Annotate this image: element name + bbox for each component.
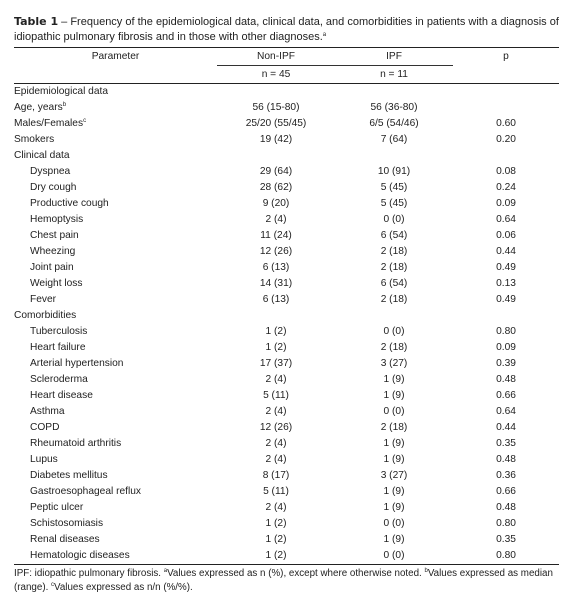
row-label: Dry cough [30,182,77,193]
table-row [14,116,559,132]
header-p: p [503,50,509,62]
row-label: Males/Females [14,118,84,129]
row-label: Fever [30,294,57,305]
table-row [14,532,559,548]
cell-non-ipf: 1 (2) [265,342,287,353]
table-row [14,276,559,292]
footnote-mark-a: a [163,568,168,574]
row-label: COPD [30,422,60,433]
cell-non-ipf: 56 (15-80) [252,102,300,113]
row-label-cell [14,340,217,356]
footnote-part3: Values expressed as median (range). [14,568,553,593]
row-label-cell [14,132,217,148]
row-footnote-mark: b [62,102,67,108]
table-footnote [14,567,562,595]
cell-ipf: 5 (45) [380,182,408,193]
row-label-cell [14,388,217,404]
row-label-cell [14,500,217,516]
cell-ipf: 1 (9) [383,374,405,385]
table-row [14,404,559,420]
header-non-ipf: Non-IPF [257,50,295,62]
cell-ipf: 1 (9) [383,502,405,513]
cell-ipf: 10 (91) [377,166,411,177]
row-label-cell [14,196,217,212]
row-label: Heart disease [30,390,93,401]
row-label: Asthma [30,406,65,417]
cell-p-value: 0.49 [496,262,516,273]
row-label: Peptic ulcer [30,502,84,513]
table-row [14,132,559,148]
cell-p-value: 0.36 [496,470,516,481]
cell-ipf: 3 (27) [380,358,408,369]
cell-ipf: 1 (9) [383,534,405,545]
cell-non-ipf: 25/20 (55/45) [245,118,307,129]
cell-p-value: 0.48 [496,454,516,465]
header-row [14,48,559,66]
cell-non-ipf: 12 (26) [259,422,293,433]
header-parameter: Parameter [91,50,140,62]
row-label-cell [14,180,217,196]
row-label: Rheumatoid arthritis [30,438,122,449]
data-table [14,48,559,565]
cell-non-ipf: 17 (37) [259,358,293,369]
cell-non-ipf: 6 (13) [262,262,290,273]
cell-ipf: 1 (9) [383,438,405,449]
cell-non-ipf: 2 (4) [265,438,287,449]
caption-text: – Frequency of the epidemiological data, clinical data, and comorbidities in patients with a diagnosis of idiopathic pulmonary fibrosis and in those with other diagnoses. [14,16,559,43]
cell-ipf: 0 (0) [383,214,405,225]
cell-p-value: 0.80 [496,326,516,337]
table-row [14,468,559,484]
row-label: Chest pain [30,230,79,241]
table-row [14,324,559,340]
header-n-non-ipf: n = 45 [217,66,335,84]
cell-p-value: 0.13 [496,278,516,289]
table-row [14,244,559,260]
cell-p-value: 0.35 [496,438,516,449]
row-footnote-mark: c [83,118,87,124]
cell-ipf: 3 (27) [380,470,408,481]
table-label: Table 1 [14,15,59,28]
row-label: Joint pain [30,262,74,273]
cell-non-ipf: 9 (20) [262,198,290,209]
cell-non-ipf: 11 (24) [260,230,292,241]
table-row [14,516,559,532]
footnote-part2: Values expressed as n (%), except where otherwise noted. [167,568,425,579]
cell-non-ipf: 2 (4) [265,406,287,417]
section-row [14,308,559,324]
cell-ipf: 56 (36-80) [370,102,418,113]
cell-p-value: 0.66 [496,390,516,401]
cell-non-ipf: 1 (2) [217,548,335,565]
row-label: Age, years [14,102,63,113]
row-label: Wheezing [30,246,76,257]
footnote-mark-c: c [51,582,55,588]
cell-ipf: 6/5 (54/46) [369,118,419,129]
header-n-row [14,66,559,84]
row-label: Arterial hypertension [30,358,124,369]
row-label: Dyspnea [30,166,71,177]
cell-p-value: 0.09 [496,342,516,353]
cell-non-ipf: 19 (42) [259,134,293,145]
table-row [14,372,559,388]
cell-p-value: 0.39 [496,358,516,369]
cell-p-value: 0.09 [496,198,516,209]
section-title: Comorbidities [14,310,77,321]
row-label-cell [14,292,217,308]
row-label-cell [14,532,217,548]
cell-non-ipf: 29 (64) [259,166,293,177]
footnote-part4: Values expressed as n/n (%/%). [54,582,193,593]
cell-non-ipf: 2 (4) [265,374,287,385]
row-label: Productive cough [30,198,109,209]
row-label-cell [14,420,217,436]
table-row [14,388,559,404]
cell-p-value: 0.48 [496,374,516,385]
cell-non-ipf: 1 (2) [265,534,287,545]
cell-p-value: 0.08 [496,166,516,177]
header-ipf: IPF [386,50,402,62]
row-label: Smokers [14,134,55,145]
row-label-cell [14,436,217,452]
row-label: Weight loss [30,278,83,289]
cell-non-ipf: 1 (2) [265,518,287,529]
table-row [14,196,559,212]
table-row [14,212,559,228]
table-row [14,436,559,452]
row-label: Heart failure [30,342,86,353]
table-row [14,292,559,308]
row-label-cell [14,260,217,276]
cell-non-ipf: 2 (4) [265,214,287,225]
caption-footnote-mark: a [322,32,327,38]
row-label-cell [14,404,217,420]
row-label-cell [14,548,217,565]
cell-p-value: 0.35 [496,534,516,545]
cell-non-ipf: 28 (62) [259,182,293,193]
section-title: Clinical data [14,150,70,161]
cell-p-value: 0.06 [496,230,516,241]
cell-ipf: 2 (18) [380,294,408,305]
cell-non-ipf: 5 (11) [263,486,289,497]
cell-ipf: 6 (54) [380,278,408,289]
cell-p-value: 0.49 [496,294,516,305]
cell-ipf: 5 (45) [380,198,408,209]
table-row [14,420,559,436]
cell-ipf: 2 (18) [380,422,408,433]
row-label-cell [14,452,217,468]
cell-ipf: 1 (9) [383,454,405,465]
row-label-cell [14,164,217,180]
row-label: Lupus [30,454,58,465]
table-row [14,180,559,196]
cell-ipf: 1 (9) [383,390,405,401]
cell-non-ipf: 8 (17) [262,470,290,481]
row-label-cell [14,276,217,292]
cell-non-ipf: 12 (26) [259,246,293,257]
cell-non-ipf: 14 (31) [259,278,293,289]
table-row [14,228,559,244]
cell-non-ipf: 6 (13) [262,294,290,305]
cell-p-value: 0.60 [496,118,516,129]
row-label: Hematologic diseases [30,550,130,561]
table-body [14,84,559,565]
cell-ipf: 2 (18) [380,262,408,273]
cell-p-value: 0.44 [496,246,516,257]
table-row [14,260,559,276]
row-label: Schistosomiasis [30,518,104,529]
footnote-mark-b: b [424,568,428,574]
cell-ipf: 2 (18) [380,246,408,257]
cell-p-value: 0.80 [453,548,559,565]
row-label-cell [14,324,217,340]
cell-p-value: 0.20 [496,134,516,145]
row-label-cell [14,100,217,116]
cell-p-value: 0.64 [496,406,516,417]
cell-p-value [453,100,559,116]
row-label-cell [14,372,217,388]
table-row [14,340,559,356]
table-row [14,484,559,500]
row-label: Gastroesophageal reflux [30,486,141,497]
table-caption [14,14,559,45]
row-label-cell [14,484,217,500]
cell-non-ipf: 2 (4) [265,502,287,513]
header-n-ipf: n = 11 [335,66,453,84]
table-row [14,500,559,516]
cell-p-value: 0.44 [496,422,516,433]
cell-p-value: 0.80 [496,518,516,529]
section-title: Epidemiological data [14,86,109,97]
table-row [14,164,559,180]
cell-p-value: 0.64 [496,214,516,225]
cell-ipf: 1 (9) [383,486,405,497]
cell-non-ipf: 2 (4) [265,454,287,465]
row-label: Diabetes mellitus [30,470,108,481]
row-label-cell [14,244,217,260]
row-label: Tuberculosis [30,326,88,337]
cell-p-value: 0.24 [496,182,516,193]
row-label: Hemoptysis [30,214,84,225]
row-label-cell [14,212,217,228]
table-row [14,548,559,565]
row-label-cell [14,356,217,372]
cell-non-ipf: 5 (11) [263,390,289,401]
cell-ipf: 0 (0) [335,548,453,565]
section-row [14,148,559,164]
table-row [14,356,559,372]
section-row [14,84,559,101]
row-label-cell [14,116,217,132]
cell-ipf: 6 (54) [380,230,408,241]
row-label-cell [14,228,217,244]
row-label: Scleroderma [30,374,88,385]
cell-ipf: 7 (64) [380,134,408,145]
row-label-cell [14,516,217,532]
cell-ipf: 0 (0) [383,518,405,529]
cell-ipf: 0 (0) [383,406,405,417]
cell-p-value: 0.48 [496,502,516,513]
table-row [14,452,559,468]
cell-ipf: 0 (0) [383,326,405,337]
cell-p-value: 0.66 [496,486,516,497]
cell-non-ipf: 1 (2) [265,326,287,337]
row-label-cell [14,468,217,484]
row-label: Renal diseases [30,534,100,545]
footnote-part1: IPF: idiopathic pulmonary fibrosis. [14,568,164,579]
cell-ipf: 2 (18) [380,342,408,353]
table-row [14,100,559,116]
